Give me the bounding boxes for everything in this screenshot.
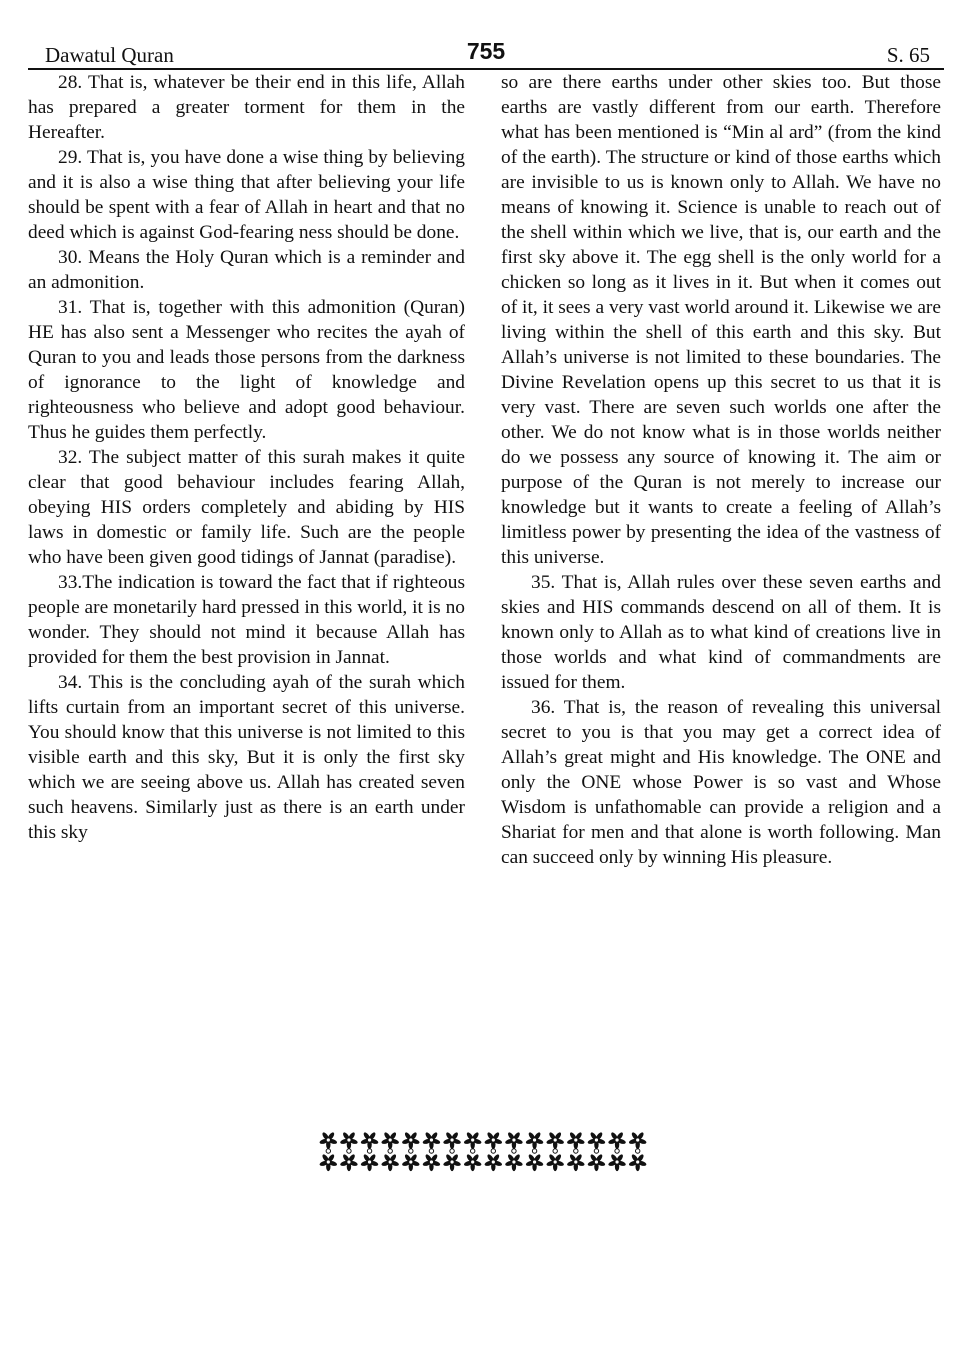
ornament-dot [635, 1149, 639, 1153]
ornament-motif [443, 1131, 462, 1149]
ornament-motif [340, 1153, 359, 1171]
note-34: 34. This is the concluding ayah of the surah which lifts curtain from an important secret of this universe. You should know that this universe is not limited to this visible earth and this sky, But it is only the first sky which we are seeing above us. Allah has created seven such heavens. Similarly just as there is an earth under this sky [28, 672, 465, 843]
ornament-motif [566, 1153, 585, 1171]
ornament-dot [367, 1149, 371, 1153]
ornament-dot [470, 1149, 474, 1153]
ornament-motif [319, 1131, 338, 1149]
ornament-motif [566, 1131, 585, 1149]
note-33: 33.The indication is toward the fact that if righteous people are monetarily hard pressed in this world, it is no wonder. They should not mind it because Allah has provided for them the best provision in Jannat. [28, 572, 465, 668]
ornament-dot [491, 1149, 495, 1153]
ornament-motif [587, 1153, 606, 1171]
note-28: 28. That is, whatever be their end in this life, Allah has prepared a greater torment for them in the Hereafter. [28, 72, 465, 143]
ornament-motif [381, 1153, 400, 1171]
ornament-motif [463, 1153, 482, 1171]
ornament-motif [546, 1131, 565, 1149]
decorative-ornament-border [318, 1130, 648, 1172]
ornament-motif [628, 1131, 647, 1149]
ornament-motif [546, 1153, 565, 1171]
surah-reference: S. 65 [886, 43, 930, 67]
ornament-dot [429, 1149, 433, 1153]
ornament-dot [594, 1149, 598, 1153]
ornament-motif [443, 1153, 462, 1171]
note-29: 29. That is, you have done a wise thing by believing and it is also a wise thing that after believing your life should be spent with a fear of Allah in heart and that no deed which is against God-fearing ness should be done. [28, 147, 465, 243]
ornament-dot [574, 1149, 578, 1153]
ornament-dot [326, 1149, 330, 1153]
ornament-motif [360, 1153, 379, 1171]
ornament-motif [319, 1153, 338, 1171]
ornament-motif [360, 1131, 379, 1149]
note-32: 32. The subject matter of this surah makes it quite clear that good behaviour includes fearing Allah, obeying HIS orders completely and abiding by HIS laws in domestic or family life. Such are the people who have been given good tidings of Jannat (paradise). [28, 447, 465, 568]
left-column [28, 70, 465, 845]
ornament-dot [532, 1149, 536, 1153]
ornament-motif [505, 1131, 524, 1149]
ornament-dot [409, 1149, 413, 1153]
ornament-motif [484, 1153, 503, 1171]
ornament-dot [512, 1149, 516, 1153]
ornament-motif [463, 1131, 482, 1149]
ornament-motif [340, 1131, 359, 1149]
ornament-dot [347, 1149, 351, 1153]
ornament-dot [553, 1149, 557, 1153]
ornament-motif [525, 1153, 544, 1171]
ornament-motif [608, 1153, 627, 1171]
ornament-dot [388, 1149, 392, 1153]
note-36: 36. That is, the reason of revealing this universal secret to you is that you may get a correct idea of Allah’s great might and His knowledge. The ONE and only the ONE whose Power is so vast and Whose Wisdom is unfathomable can provide a religion and a Shariat for men and that alone is worth following. Man can succeed only by winning His pleasure. [501, 697, 941, 868]
ornament-motif [422, 1153, 441, 1171]
note-34-continued: so are there earths under other skies too. But those earths are vastly different from our earth. Therefore what has been mentioned is “Min al ard” (from the kind of the earth). The structure or kind of those earths which are invisible to us is known only to Allah. We have no means of knowing it. Science is unable to reach out of the shell within which we live, that is, our earth and the first sky above it. The egg shell is the only world for a chicken so long as it lives in it. But when it comes out of it, it sees a very vast world around it. Likewise we are living within the shell of this earth and this sky. But Allah’s universe is not limited to these boundaries. The Divine Revelation opens up this secret to us that it is very vast. There are seven such worlds one after the other. We do not know what is in those worlds neither do we possess any source of knowing it. The aim or purpose of the Quran is not merely to increase our knowledge but it wants to create a feeling of Allah’s limitless power by presenting the idea of the vastness of this universe. [501, 72, 941, 568]
note-31: 31. That is, together with this admonition (Quran) HE has also sent a Messenger who recites the ayah of Quran to you and leads those persons from the darkness of ignorance to the light of knowledge and righteousness who believe and adopt good behaviour. Thus he guides them perfectly. [28, 297, 465, 443]
ornament-motif [587, 1131, 606, 1149]
ornament-dot [450, 1149, 454, 1153]
ornament-motif [628, 1153, 647, 1171]
ornament-motif [381, 1131, 400, 1149]
note-30: 30. Means the Holy Quran which is a reminder and an admonition. [28, 247, 465, 293]
right-column [501, 70, 941, 870]
ornament-motif [505, 1153, 524, 1171]
ornament-motif [484, 1131, 503, 1149]
ornament-motif [608, 1131, 627, 1149]
book-title: Dawatul Quran [45, 43, 174, 67]
ornament-dot [615, 1149, 619, 1153]
page-header [28, 38, 944, 70]
ornament-motif [422, 1131, 441, 1149]
ornament-motif [525, 1131, 544, 1149]
ornament-motif [401, 1153, 420, 1171]
note-35: 35. That is, Allah rules over these seven earths and skies and HIS commands descend on all of them. It is known only to Allah as to what kind of creations live in those worlds and what kind of commandments are issued for them. [501, 572, 941, 693]
ornament-motif [401, 1131, 420, 1149]
page-number: 755 [466, 38, 506, 64]
